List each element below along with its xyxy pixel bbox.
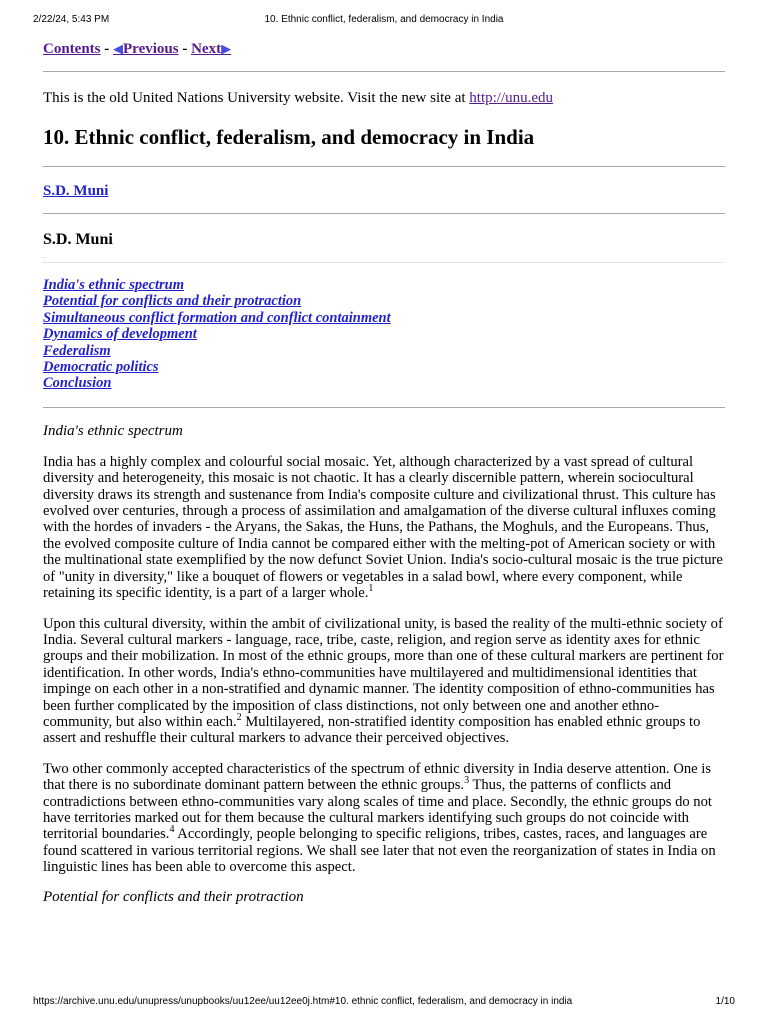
old-site-notice xyxy=(43,88,725,108)
paragraph-text: Two other commonly accepted characteristics of the spectrum of ethnic diversity in India deserve attention. One is that there is no subordinate dominant pattern between the ethnic groups. xyxy=(43,760,712,794)
top-navigation xyxy=(43,38,725,60)
toc-link-potential-conflicts[interactable]: Potential for conflicts and their protraction xyxy=(43,293,302,310)
body-paragraph xyxy=(43,761,725,876)
print-header xyxy=(33,14,735,28)
author-link[interactable]: S.D. Muni xyxy=(43,183,109,199)
divider xyxy=(43,166,725,167)
document-page xyxy=(43,38,725,906)
author-heading: S.D. Muni xyxy=(43,231,113,248)
print-page-number: 1/10 xyxy=(715,996,735,1007)
notice-text: This is the old United Nations University website. Visit the new site at xyxy=(43,90,470,106)
body-paragraph xyxy=(43,454,725,602)
print-url: https://archive.unu.edu/unupress/unupbooks/uu12ee/uu12ee0j.htm#10. ethnic conflict, federalism, and democracy in india xyxy=(33,996,573,1007)
print-page-title: 10. Ethnic conflict, federalism, and democracy in India xyxy=(264,14,504,25)
divider xyxy=(43,407,725,408)
thin-divider xyxy=(43,262,725,263)
divider xyxy=(43,71,725,72)
footnote-ref[interactable]: 2 xyxy=(236,712,242,724)
footnote-ref[interactable]: 1 xyxy=(368,583,374,595)
page-title: 10. Ethnic conflict, federalism, and democracy in India xyxy=(43,125,535,149)
new-site-link[interactable]: http://unu.edu xyxy=(469,90,554,106)
paragraph-text: Accordingly, people belonging to specific religions, tribes, castes, races, and languages are found scattered in various territorial regions. We shall see later that not even the reorganization of states in India on linguistic lines has been able to overcome this aspect. xyxy=(43,826,716,876)
next-link[interactable] xyxy=(191,41,231,57)
next-arrow-icon: ▶ xyxy=(221,41,232,56)
paragraph-text: Thus, the patterns of conflicts and contradictions between ethno-communities vary along scales of time and place. Secondly, the ethnic groups do not have territories marked out for them because the cultural markers identifying such groups do not coincide with territorial boundaries. xyxy=(43,777,712,843)
author-link-block xyxy=(43,181,725,201)
paragraph-text: India has a highly complex and colourful social mosaic. Yet, although characterized by a vast spread of cultural diversity and heterogeneity, this mosaic is not chaotic. It has a clearly discernible pattern, wherein sociocultural diversity draws its strength and sustenance from India's composite culture and civilizational thrust. This culture has evolved over centuries, through a process of assimilation and amalgamation of the diverse cultural influxes coming with the hordes of invaders - the Aryans, the Sakas, the Huns, the Pathans, the Moghuls, and the Europeans. Thus, the evolved composite culture of India cannot be compared either with the melting-pot of American society or with the multinational state exemplified by the now defunct Soviet Union. India's socio-cultural mosaic is the true picture of "unity in diversity," like a bouquet of flowers or vegetables in a salad bowl, where every component, while retaining its specific identity, is a part of a larger whole. xyxy=(43,453,723,602)
footnote-ref[interactable]: 3 xyxy=(464,775,470,787)
contents-link[interactable]: Contents xyxy=(43,41,101,57)
toc-link-dynamics-development[interactable]: Dynamics of development xyxy=(43,326,197,343)
section-heading-ethnic-spectrum: India's ethnic spectrum xyxy=(43,422,183,439)
table-of-contents xyxy=(43,277,725,392)
toc-link-ethnic-spectrum[interactable]: India's ethnic spectrum xyxy=(43,277,184,293)
nav-separator: - xyxy=(178,41,192,57)
toc-link-conclusion[interactable]: Conclusion xyxy=(43,375,112,392)
print-footer xyxy=(33,996,735,1010)
section-heading-potential-conflicts: Potential for conflicts and their protraction xyxy=(43,888,304,905)
footnote-ref[interactable]: 4 xyxy=(169,824,175,836)
divider xyxy=(43,213,725,214)
paragraph-text: Upon this cultural diversity, within the ambit of civilizational unity, is based the reality of the multi-ethnic society of India. Several cultural markers - language, race, tribe, caste, religion, and region serve as identity axes for ethnic groups and their mobilization. In most of the ethnic groups, more than one of these cultural markers are pertinent for identification. In other words, India's ethno-communities have multilayered and multidimensional identities that impinge on each other in a non-stratified and dynamic manner. The identity composition of ethno-communities has been further complicated by the imposition of class distinctions, not only between one and another ethno-community, but also within each. xyxy=(43,615,724,730)
body-paragraph xyxy=(43,616,725,747)
toc-link-democratic-politics[interactable]: Democratic politics xyxy=(43,359,159,376)
previous-link[interactable] xyxy=(113,41,179,57)
previous-arrow-icon: ◀ xyxy=(113,41,124,56)
toc-link-conflict-formation[interactable]: Simultaneous conflict formation and conflict containment xyxy=(43,309,391,326)
toc-link-federalism[interactable]: Federalism xyxy=(43,342,111,359)
separator-dot: . xyxy=(43,254,45,260)
nav-separator: - xyxy=(100,41,114,57)
print-datetime: 2/22/24, 5:43 PM xyxy=(33,14,110,25)
next-link-label: Next xyxy=(191,41,222,57)
paragraph-text: Multilayered, non-stratified identity composition has enabled ethnic groups to assert and reshuffle their cultural markers to advance their perceived objectives. xyxy=(43,713,701,747)
previous-link-label: Previous xyxy=(123,41,179,57)
